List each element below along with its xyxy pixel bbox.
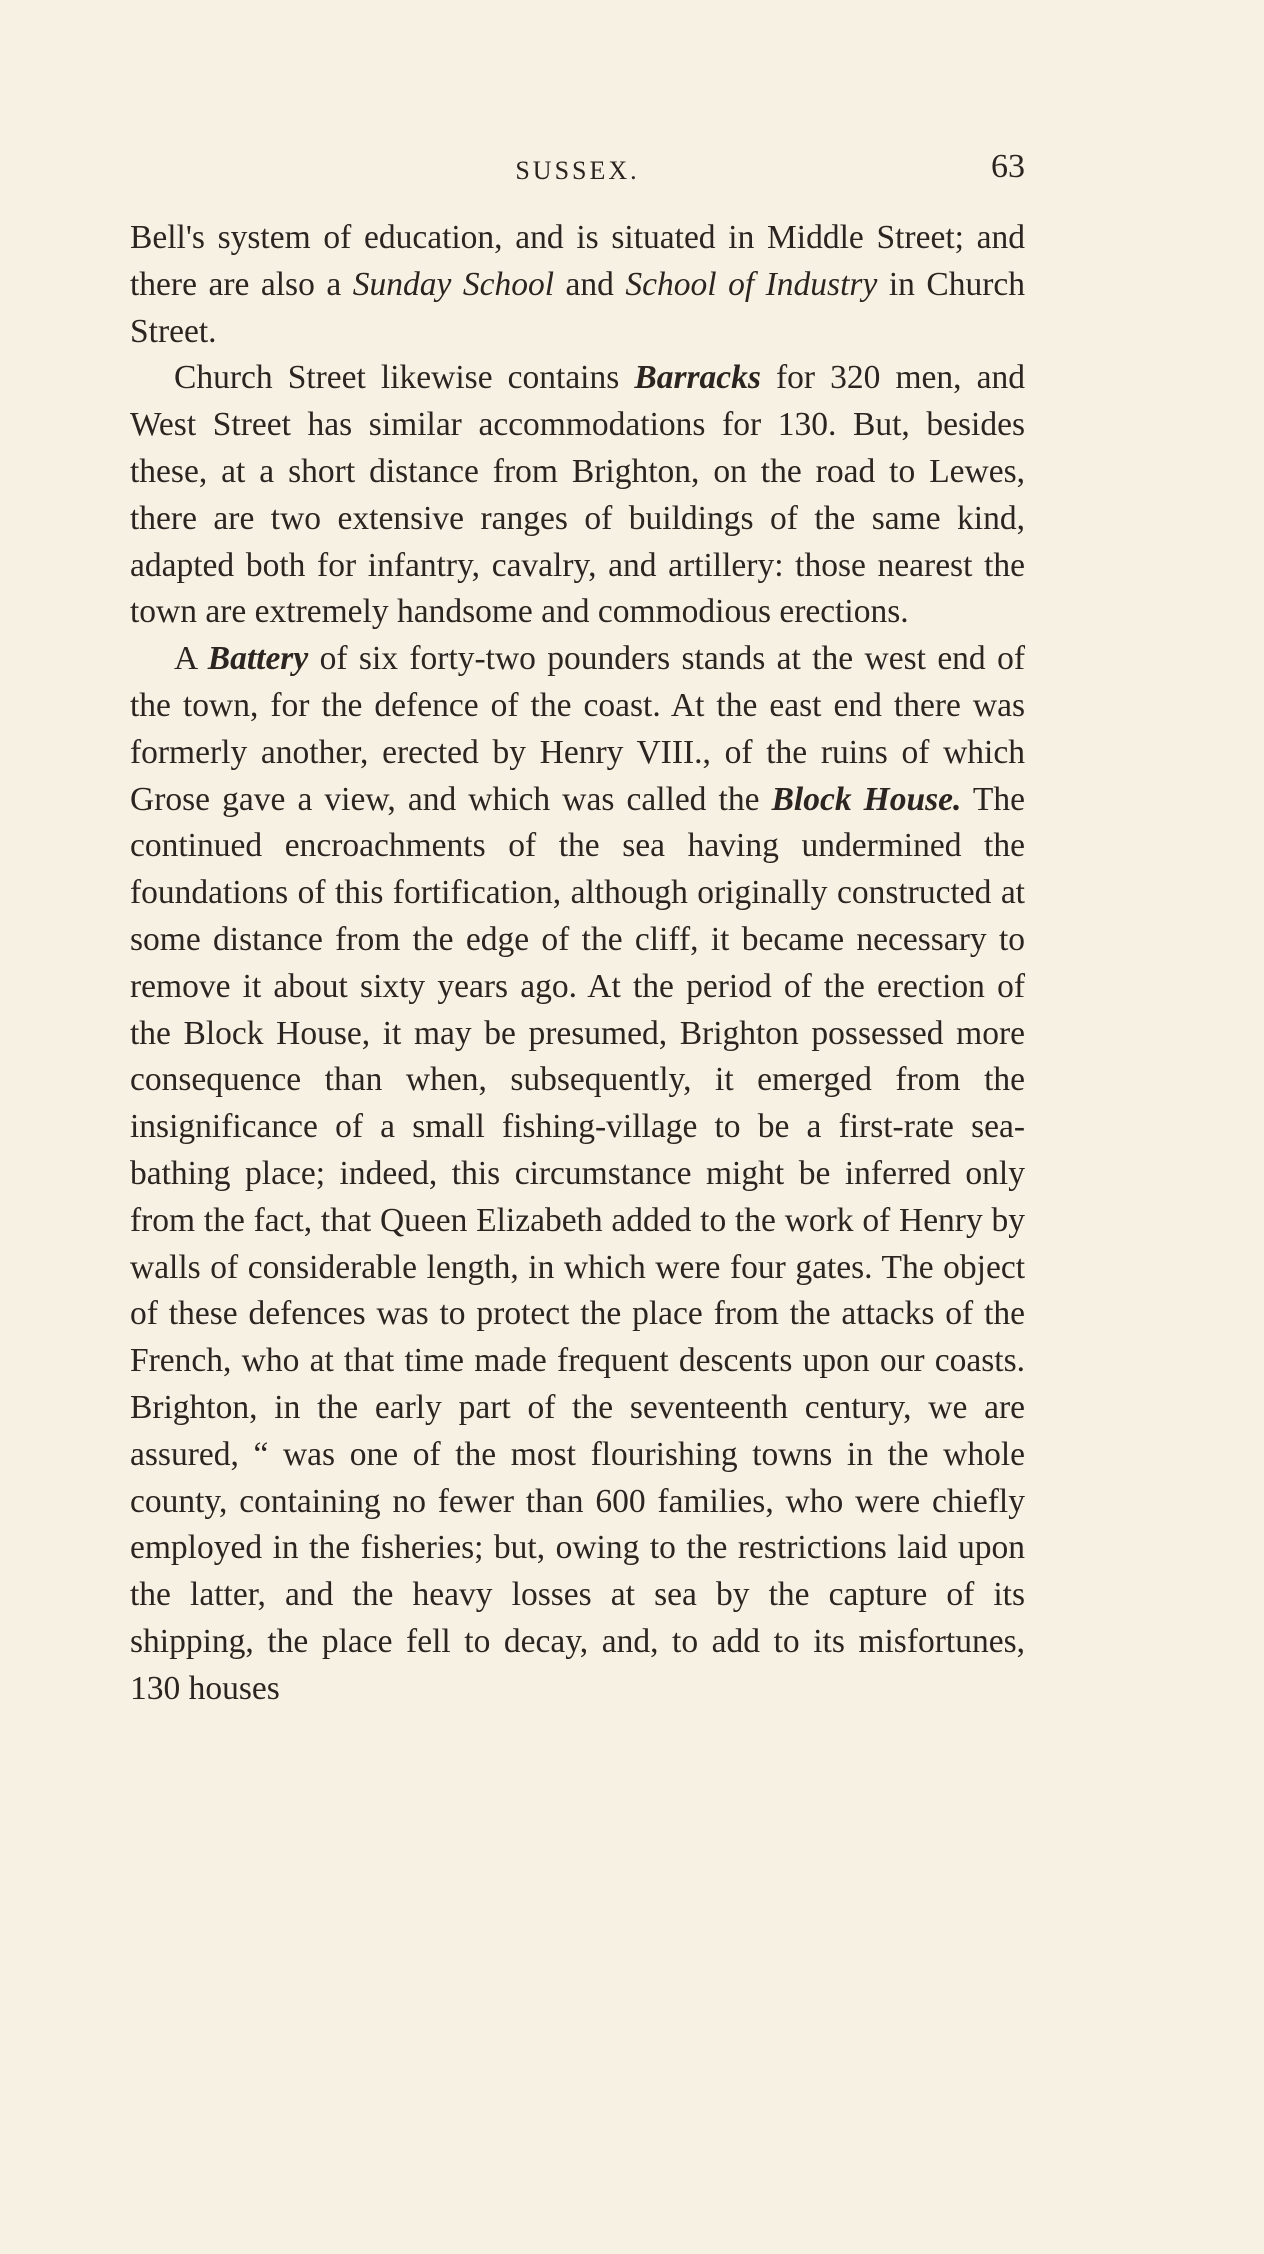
page-header bbox=[130, 148, 1025, 188]
italic-term: Battery bbox=[207, 640, 309, 678]
italic-term: Barracks bbox=[634, 359, 761, 397]
text-run: of six forty-two pounders stands at the west end of the town, for the defence of the coast. At the east end there was formerly another, erected by Henry VIII., of the ruins of which Grose gave a view, and which was called the bbox=[130, 640, 1025, 818]
text-run: The continued encroachments of the sea having undermined the foundations of this fortification, although originally constructed at some distance from the edge of the cliff, it became necessary to remove it about sixty years ago. At the period of the erection of the Block House, it may be presumed, Brighton possessed more consequence than when, subsequently, it emerged from the insignificance of a small fishing-village to be a first-rate sea-bathing place; indeed, this circumstance might be inferred only from the fact, that Queen Elizabeth added to the work of Henry by walls of considerable length, in which were four gates. The object of these defences was to protect the place from the attacks of the French, who at that time made frequent descents upon our coasts. Brighton, in the early part of the seventeenth century, we are assured, “ was one of the most flourishing towns in the whole county, containing no fewer than 600 families, who were chiefly employed in the fisheries; but, owing to the restrictions laid upon the latter, and the heavy losses at sea by the capture of its shipping, the place fell to decay, and, to add to its misfortunes, 130 houses bbox=[130, 780, 1025, 1707]
paragraph bbox=[130, 355, 1025, 636]
body-text bbox=[130, 215, 1025, 1713]
text-run: Bell's system of education, and is situated in Middle Street; and there are also a bbox=[130, 219, 1025, 303]
text-run: and bbox=[554, 265, 626, 303]
paragraph bbox=[130, 636, 1025, 1712]
page-number: 63 bbox=[991, 148, 1025, 185]
running-title: SUSSEX. bbox=[515, 156, 640, 185]
text-run: for 320 men, and West Street has similar accommodations for 130. But, besides these, at a short distance from Brighton, on the road to Lewes, there are two extensive ranges of buildings of the same kind, adapted both for infantry, cavalry, and artillery: those nearest the town are extremely handsome and commodious erections. bbox=[130, 359, 1025, 631]
text-run: in Church Street. bbox=[130, 265, 1026, 350]
italic-term: School of Industry bbox=[625, 265, 878, 303]
paragraph bbox=[130, 215, 1025, 355]
italic-term: Sunday School bbox=[352, 265, 555, 303]
italic-term: Block House. bbox=[771, 780, 962, 818]
text-run: A bbox=[174, 640, 208, 678]
text-run: Church Street likewise contains bbox=[174, 359, 635, 397]
